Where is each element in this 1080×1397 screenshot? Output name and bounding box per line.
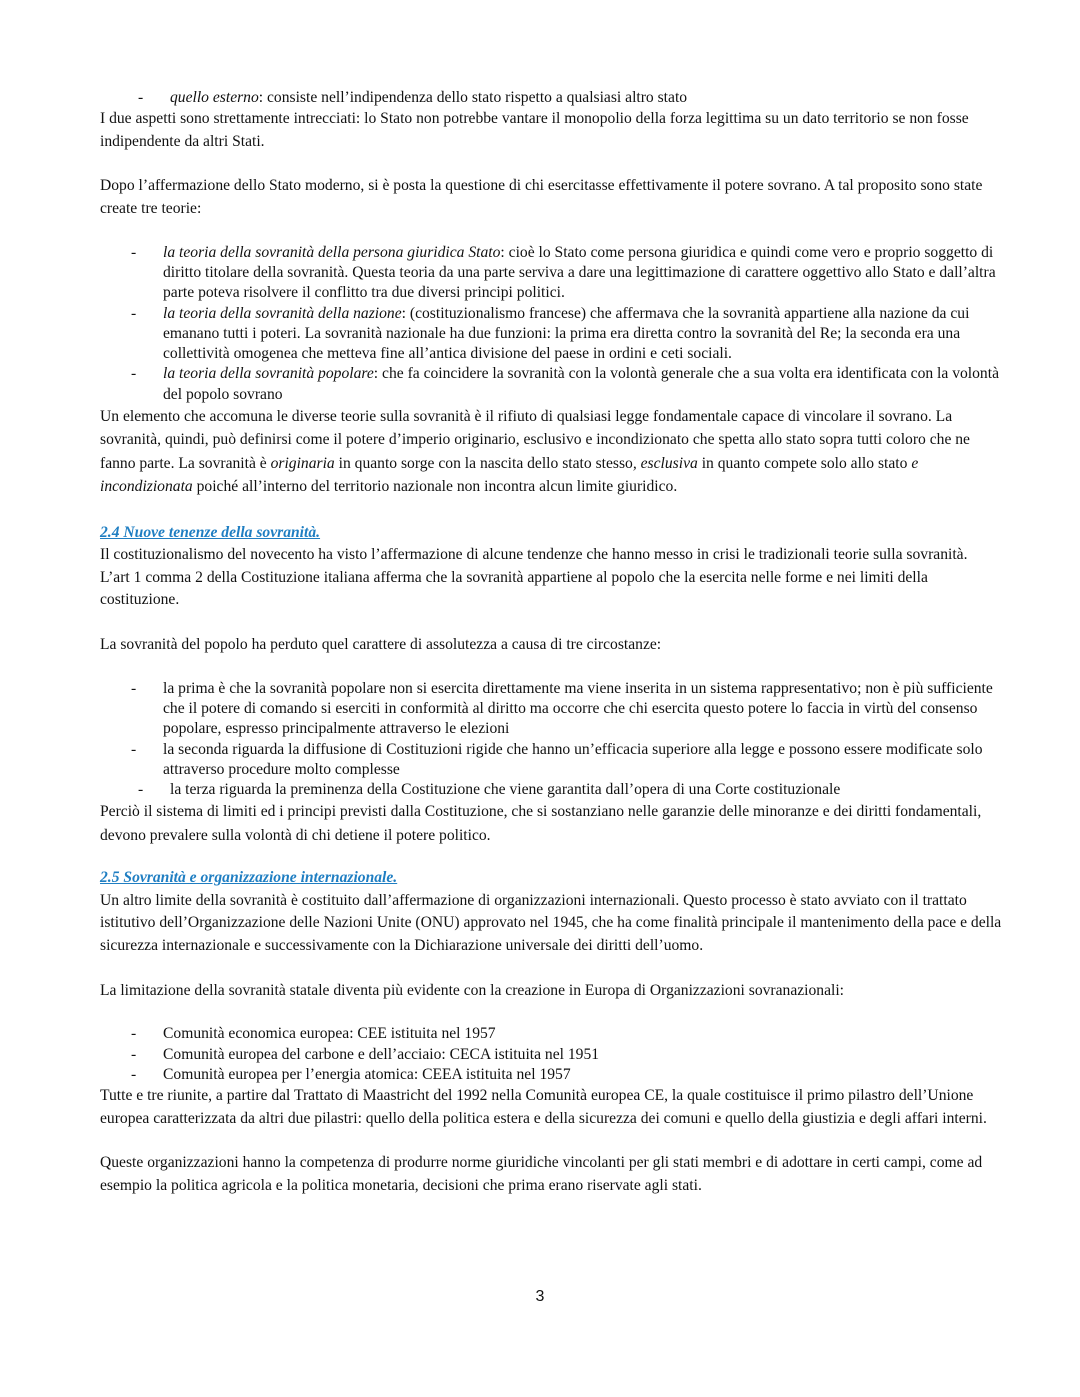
section-heading-2-5: 2.5 Sovranità e organizzazione internazionale. <box>100 869 398 887</box>
list-item: - Comunità europea del carbone e dell’acciaio: CECA istituita nel 1951 <box>100 1045 1002 1065</box>
paragraph: Un elemento che accomuna le diverse teorie sulla sovranità è il rifiuto di qualsiasi legge fondamentale capace di vincolare il sovrano. La sovranità, quindi, può definirsi come il potere d’imperio originario, esclusivo e incondizionato che spetta allo stato sopra tutti coloro che ne fanno parte. La sovranità è originaria in quanto sorge con la nascita dello stato stesso, esclusiva in quanto compete solo allo stato e incondizionata poiché all’interno del territorio nazionale non incontra alcun limite giuridico. <box>100 408 970 496</box>
paragraph: Tutte e tre riunite, a partire dal Trattato di Maastricht del 1992 nella Comunità europea CE, la quale costituisce il primo pilastro dell’Unione europea caratterizzata da altri due pilastri: quello della politica estera e della sicurezza dei comuni e quello della giustizia e degli affari interni. <box>100 1087 987 1127</box>
paragraph: Perciò il sistema di limiti ed i principi previsti dalla Costituzione, che si sostanziano nelle garanzie delle minoranze e dei diritti fondamentali, devono prevalere sulla volontà di chi detiene il potere politico. <box>100 803 982 844</box>
list-item: - la terza riguarda la preminenza della Costituzione che viene garantita dall’opera di una Corte costituzionale <box>100 780 1002 800</box>
list-item: - Comunità europea per l’energia atomica: CEEA istituita nel 1957 <box>100 1065 1002 1085</box>
document-page <box>100 88 1002 1197</box>
page-number: 3 <box>535 1288 545 1305</box>
circumstances-list <box>100 679 1002 801</box>
external-aspect-list <box>100 88 1002 108</box>
list-item: - la teoria della sovranità della persona giuridica Stato: cioè lo Stato come persona giuridica e quindi come vero e proprio soggetto di diritto titolare della sovranità. Questa teoria da una parte serviva a dare una legittimazione di carattere oggettivo allo Stato e dall’altra parte poteva risolvere il conflitto tra due diversi principi politici. <box>100 243 1002 304</box>
paragraph: Dopo l’affermazione dello Stato moderno, si è posta la questione di chi esercitasse effettivamente il potere sovrano. A tal proposito sono state create tre teorie: <box>100 177 983 218</box>
list-item: - Comunità economica europea: CEE istituita nel 1957 <box>100 1024 1002 1044</box>
list-item: - quello esterno: consiste nell’indipendenza dello stato rispetto a qualsiasi altro stato <box>100 88 1002 108</box>
list-item: - la teoria della sovranità della nazione: (costituzionalismo francese) che affermava che la sovranità appartiene alla nazione da cui emanano tutti i poteri. La sovranità nazionale ha due funzioni: la prima era diretta contro la sovranità del Re; la seconda era una collettività omogenea che metteva fine all’antica divisione del paese in ordini e ceti sociali. <box>100 304 1002 365</box>
theories-list <box>100 243 1002 405</box>
list-item: - la teoria della sovranità popolare: che fa coincidere la sovranità con la volontà generale che a sua volta era identificata con la volontà del popolo sovrano <box>100 364 1002 405</box>
paragraph: La sovranità del popolo ha perduto quel carattere di assolutezza a causa di tre circostanze: <box>100 636 662 654</box>
section-heading-2-4: 2.4 Nuove tenenze della sovranità. <box>100 523 321 541</box>
paragraph: I due aspetti sono strettamente intrecciati: lo Stato non potrebbe vantare il monopolio della forza legittima su un dato territorio se non fosse indipendente da altri Stati. <box>100 110 969 150</box>
organizations-list <box>100 1024 1002 1085</box>
list-item: - la prima è che la sovranità popolare non si esercita direttamente ma viene inserita in un sistema rappresentativo; non è più sufficiente che il potere di comando si eserciti in conformità al diritto ma occorre che chi esercita questo potere lo faccia in virtù del consenso popolare, espresso principalmente attraverso le elezioni <box>100 679 1002 740</box>
paragraph: Un altro limite della sovranità è costituito dall’affermazione di organizzazioni internazionali. Questo processo è stato avviato con il trattato istitutivo dell’Organizzazione delle Nazioni Unite (ONU) approvato nel 1945, che ha come finalità principale il mantenimento della pace e della sicurezza internazionale e successivamente con la Dichiarazione universale dei diritti dell’uomo. <box>100 891 1002 955</box>
paragraph: Il costituzionalismo del novecento ha visto l’affermazione di alcune tendenze che hanno messo in crisi le tradizionali teorie sulla sovranità. <box>100 546 968 564</box>
list-item: - la seconda riguarda la diffusione di Costituzioni rigide che hanno un’efficacia superiore alla legge e possono essere modificate solo attraverso procedure molto complesse <box>100 740 1002 781</box>
paragraph: La limitazione della sovranità statale diventa più evidente con la creazione in Europa di Organizzazioni sovranazionali: <box>100 981 845 999</box>
paragraph: L’art 1 comma 2 della Costituzione italiana afferma che la sovranità appartiene al popolo che la esercita nelle forme e nei limiti della costituzione. <box>100 568 928 609</box>
paragraph: Queste organizzazioni hanno la competenza di produrre norme giuridiche vincolanti per gli stati membri e di adottare in certi campi, come ad esempio la politica agricola e la politica monetaria, decisioni che prima erano riservate agli stati. <box>100 1154 983 1194</box>
